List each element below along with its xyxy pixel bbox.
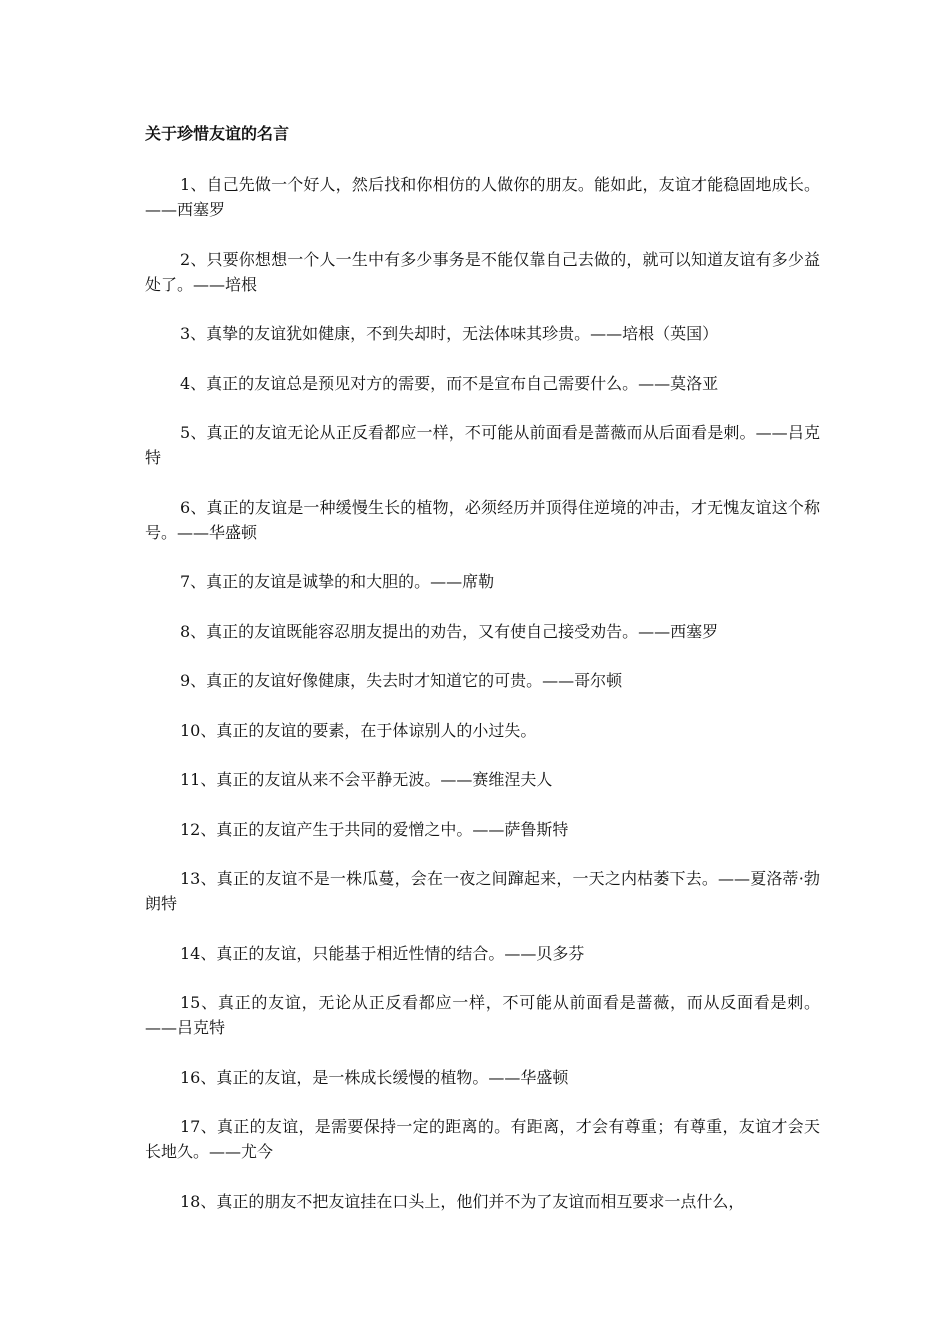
quote-item: 6、真正的友谊是一种缓慢生长的植物，必须经历并顶得住逆境的冲击，才无愧友谊这个称号。——华盛顿 bbox=[145, 497, 820, 542]
quote-item: 9、真正的友谊好像健康，失去时才知道它的可贵。——哥尔顿 bbox=[180, 671, 623, 690]
quote-item: 4、真正的友谊总是预见对方的需要，而不是宣布自己需要什么。——莫洛亚 bbox=[180, 373, 719, 393]
quote-item: 17、真正的友谊，是需要保持一定的距离的。有距离，才会有尊重；有尊重，友谊才会天长地久。——尤今 bbox=[145, 1117, 820, 1161]
quote-item: 12、真正的友谊产生于共同的爱憎之中。——萨鲁斯特 bbox=[180, 819, 569, 839]
quote-item: 10、真正的友谊的要素，在于体谅别人的小过失。 bbox=[180, 720, 537, 740]
quote-item: 14、真正的友谊，只能基于相近性情的结合。——贝多芬 bbox=[180, 943, 585, 963]
quote-item: 5、真正的友谊无论从正反看都应一样，不可能从前面看是蔷薇而从后面看是刺。——吕克特 bbox=[145, 423, 820, 467]
quote-item: 2、只要你想想一个人一生中有多少事务是不能仅靠自己去做的，就可以知道友谊有多少益处了。——培根 bbox=[145, 249, 820, 294]
quote-item: 3、真挚的友谊犹如健康，不到失却时，无法体味其珍贵。——培根（英国） bbox=[180, 324, 719, 343]
quote-item: 7、真正的友谊是诚挚的和大胆的。——席勒 bbox=[180, 572, 495, 591]
quote-item: 16、真正的友谊，是一株成长缓慢的植物。——华盛顿 bbox=[180, 1067, 569, 1087]
quote-item: 1、自己先做一个好人，然后找和你相仿的人做你的朋友。能如此，友谊才能稳固地成长。——西塞罗 bbox=[145, 175, 820, 219]
quote-item: 8、真正的友谊既能容忍朋友提出的劝告，又有使自己接受劝告。——西塞罗 bbox=[180, 621, 719, 641]
quote-item: 18、真正的朋友不把友谊挂在口头上，他们并不为了友谊而相互要求一点什么， bbox=[180, 1191, 745, 1211]
document-page bbox=[145, 122, 820, 1238]
document-title: 关于珍惜友谊的名言 bbox=[145, 124, 290, 143]
quote-item: 15、真正的友谊，无论从正反看都应一样，不可能从前面看是蔷薇，而从反面看是刺。——吕克特 bbox=[145, 993, 820, 1037]
quote-item: 13、真正的友谊不是一株瓜蔓，会在一夜之间蹿起来，一天之内枯萎下去。——夏洛蒂·勃朗特 bbox=[145, 869, 820, 913]
quote-item: 11、真正的友谊从来不会平静无波。——赛维涅夫人 bbox=[180, 770, 553, 789]
